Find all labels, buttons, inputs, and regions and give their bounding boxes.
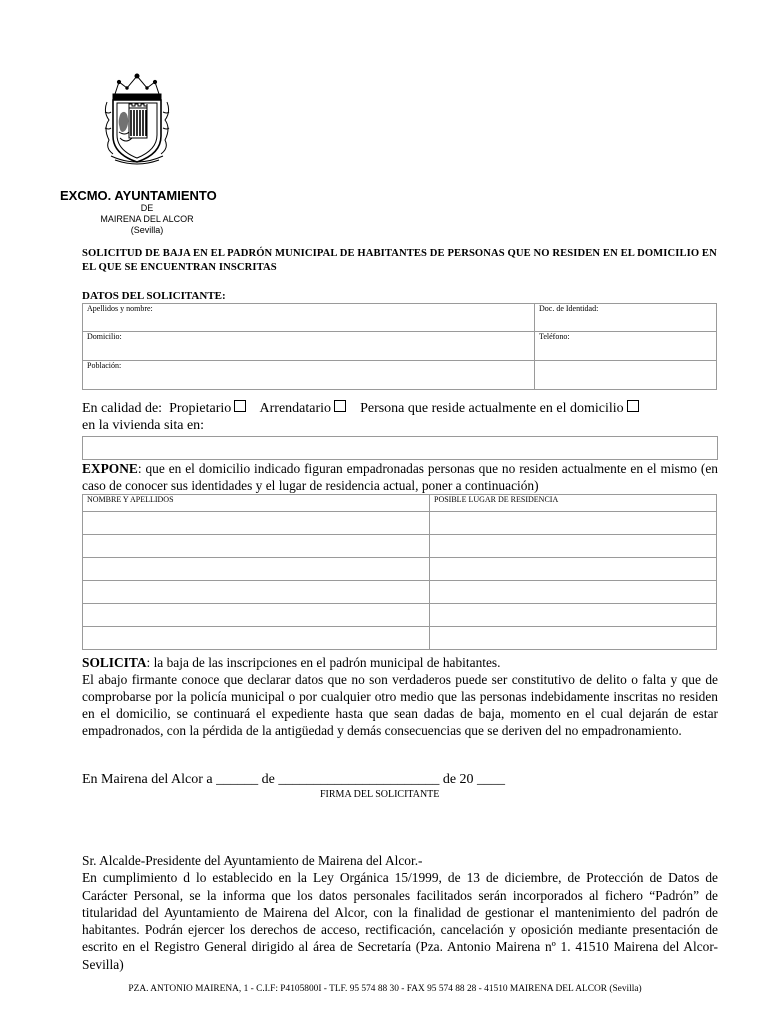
telefono-field[interactable] (535, 332, 717, 361)
propietario-checkbox[interactable] (234, 400, 246, 412)
option-arrendatario-label: Arrendatario (259, 401, 332, 416)
domicilio-label: Domicilio: (87, 332, 122, 341)
option-residente-label: Persona que reside actualmente en el domicilio (360, 401, 624, 416)
institution-town: MAIRENA DEL ALCOR (100, 214, 194, 224)
solicita-label: SOLICITA (82, 655, 147, 670)
residencia-cell[interactable] (430, 558, 717, 581)
nombre-cell[interactable] (83, 581, 430, 604)
fecha-line[interactable]: En Mairena del Alcor a ______ de _______________________ de 20 ____ (82, 772, 506, 787)
poblacion-label: Población: (87, 361, 122, 370)
nombre-cell[interactable] (83, 512, 430, 535)
domicilio-field[interactable] (83, 332, 535, 361)
proteccion-datos-text: En cumplimiento d lo establecido en la Ley Orgánica 15/1999, de 13 de diciembre, de Protección de Datos de Carácter Personal, se la informa que los datos personales facilitados serán incorporados al fichero “Padrón” de titularidad del Ayuntamiento de Mairena del Alcor, con la finalidad de gestionar el mantenimiento del padrón de habitantes. Podrán ejercer los derechos de acceso, rectificación, cancelación y oposición mediante presentación de escrito en el Registro General dirigido al área de Secretaría (Pza. Antonio Mairena nº 1. 41510 Mairena del Alcor-Sevilla) (82, 870, 718, 972)
calidad-block (82, 400, 722, 434)
expone-paragraph (82, 460, 718, 494)
blank-field[interactable] (535, 361, 717, 390)
institution-title: EXCMO. AYUNTAMIENTO (60, 188, 217, 203)
solicita-body: El abajo firmante conoce que declarar datos que no son verdaderos puede ser constitutivo de delito o falta y que de comprobarse por la policía municipal o por cualquier otro medio que las personas indebidamente inscritas no residen en el domicilio, se continuará el expediente hasta que sean dadas de baja, momento en el cual dejarán de estar empadronados, con la pérdida de la antigüedad y demás consecuencias que se deriven del no empadronamiento. (82, 672, 718, 738)
apellidos-nombre-field[interactable] (83, 304, 535, 332)
solicita-lead: : la baja de las inscripciones en el padrón municipal de habitantes. (146, 655, 501, 670)
solicitante-form-table (82, 303, 717, 390)
firma-label: FIRMA DEL SOLICITANTE (320, 789, 440, 800)
doc-identidad-field[interactable] (535, 304, 717, 332)
footer-address: PZA. ANTONIO MAIRENA, 1 - C.I.F: P4105800I - TLF. 95 574 88 30 - FAX 95 574 88 28 - 41510 MAIRENA DEL ALCOR (Sevilla) (128, 984, 642, 994)
personas-table (82, 494, 717, 650)
vivienda-address-field[interactable] (82, 436, 718, 460)
option-propietario-label: Propietario (169, 401, 232, 416)
nombre-cell[interactable] (83, 604, 430, 627)
coat-of-arms-seal-icon (101, 72, 173, 166)
nombre-cell[interactable] (83, 535, 430, 558)
residencia-cell[interactable] (430, 535, 717, 558)
header-nombre: NOMBRE Y APELLIDOS (83, 495, 430, 512)
doc-identidad-label: Doc. de Identidad: (539, 304, 599, 313)
alcalde-paragraph (82, 852, 718, 973)
vivienda-sita-label: en la vivienda sita en: (82, 418, 205, 433)
document-title: SOLICITUD DE BAJA EN EL PADRÓN MUNICIPAL DE HABITANTES DE PERSONAS QUE NO RESIDEN EN EL DOMICILIO EN EL QUE SE ENCUENTRAN INSCRITAS (82, 248, 717, 273)
calidad-prefix: En calidad de: (82, 401, 163, 416)
arrendatario-checkbox[interactable] (334, 400, 346, 412)
institution-line-de: DE (140, 203, 154, 213)
residencia-cell[interactable] (430, 627, 717, 650)
table-row (83, 535, 717, 558)
institution-province: (Sevilla) (130, 225, 164, 235)
table-row (83, 581, 717, 604)
table-row (83, 604, 717, 627)
residencia-cell[interactable] (430, 512, 717, 535)
solicita-paragraph (82, 654, 718, 739)
expone-text: : que en el domicilio indicado figuran empadronadas personas que no residen actualmente en el mismo (en caso de conocer sus identidades y el lugar de residencia actual, poner a continuación) (82, 461, 718, 493)
nombre-cell[interactable] (83, 558, 430, 581)
solicitante-section-title: DATOS DEL SOLICITANTE: (82, 290, 226, 302)
apellidos-nombre-label: Apellidos y nombre: (87, 304, 153, 313)
poblacion-field[interactable] (83, 361, 535, 390)
table-row (83, 627, 717, 650)
table-row (83, 512, 717, 535)
residente-checkbox[interactable] (627, 400, 639, 412)
expone-label: EXPONE (82, 461, 138, 476)
nombre-cell[interactable] (83, 627, 430, 650)
alcalde-salutation: Sr. Alcalde-Presidente del Ayuntamiento de Mairena del Alcor.- (82, 853, 423, 868)
residencia-cell[interactable] (430, 604, 717, 627)
header-residencia: POSIBLE LUGAR DE RESIDENCIA (430, 495, 717, 512)
table-row (83, 558, 717, 581)
residencia-cell[interactable] (430, 581, 717, 604)
telefono-label: Teléfono: (539, 332, 570, 341)
